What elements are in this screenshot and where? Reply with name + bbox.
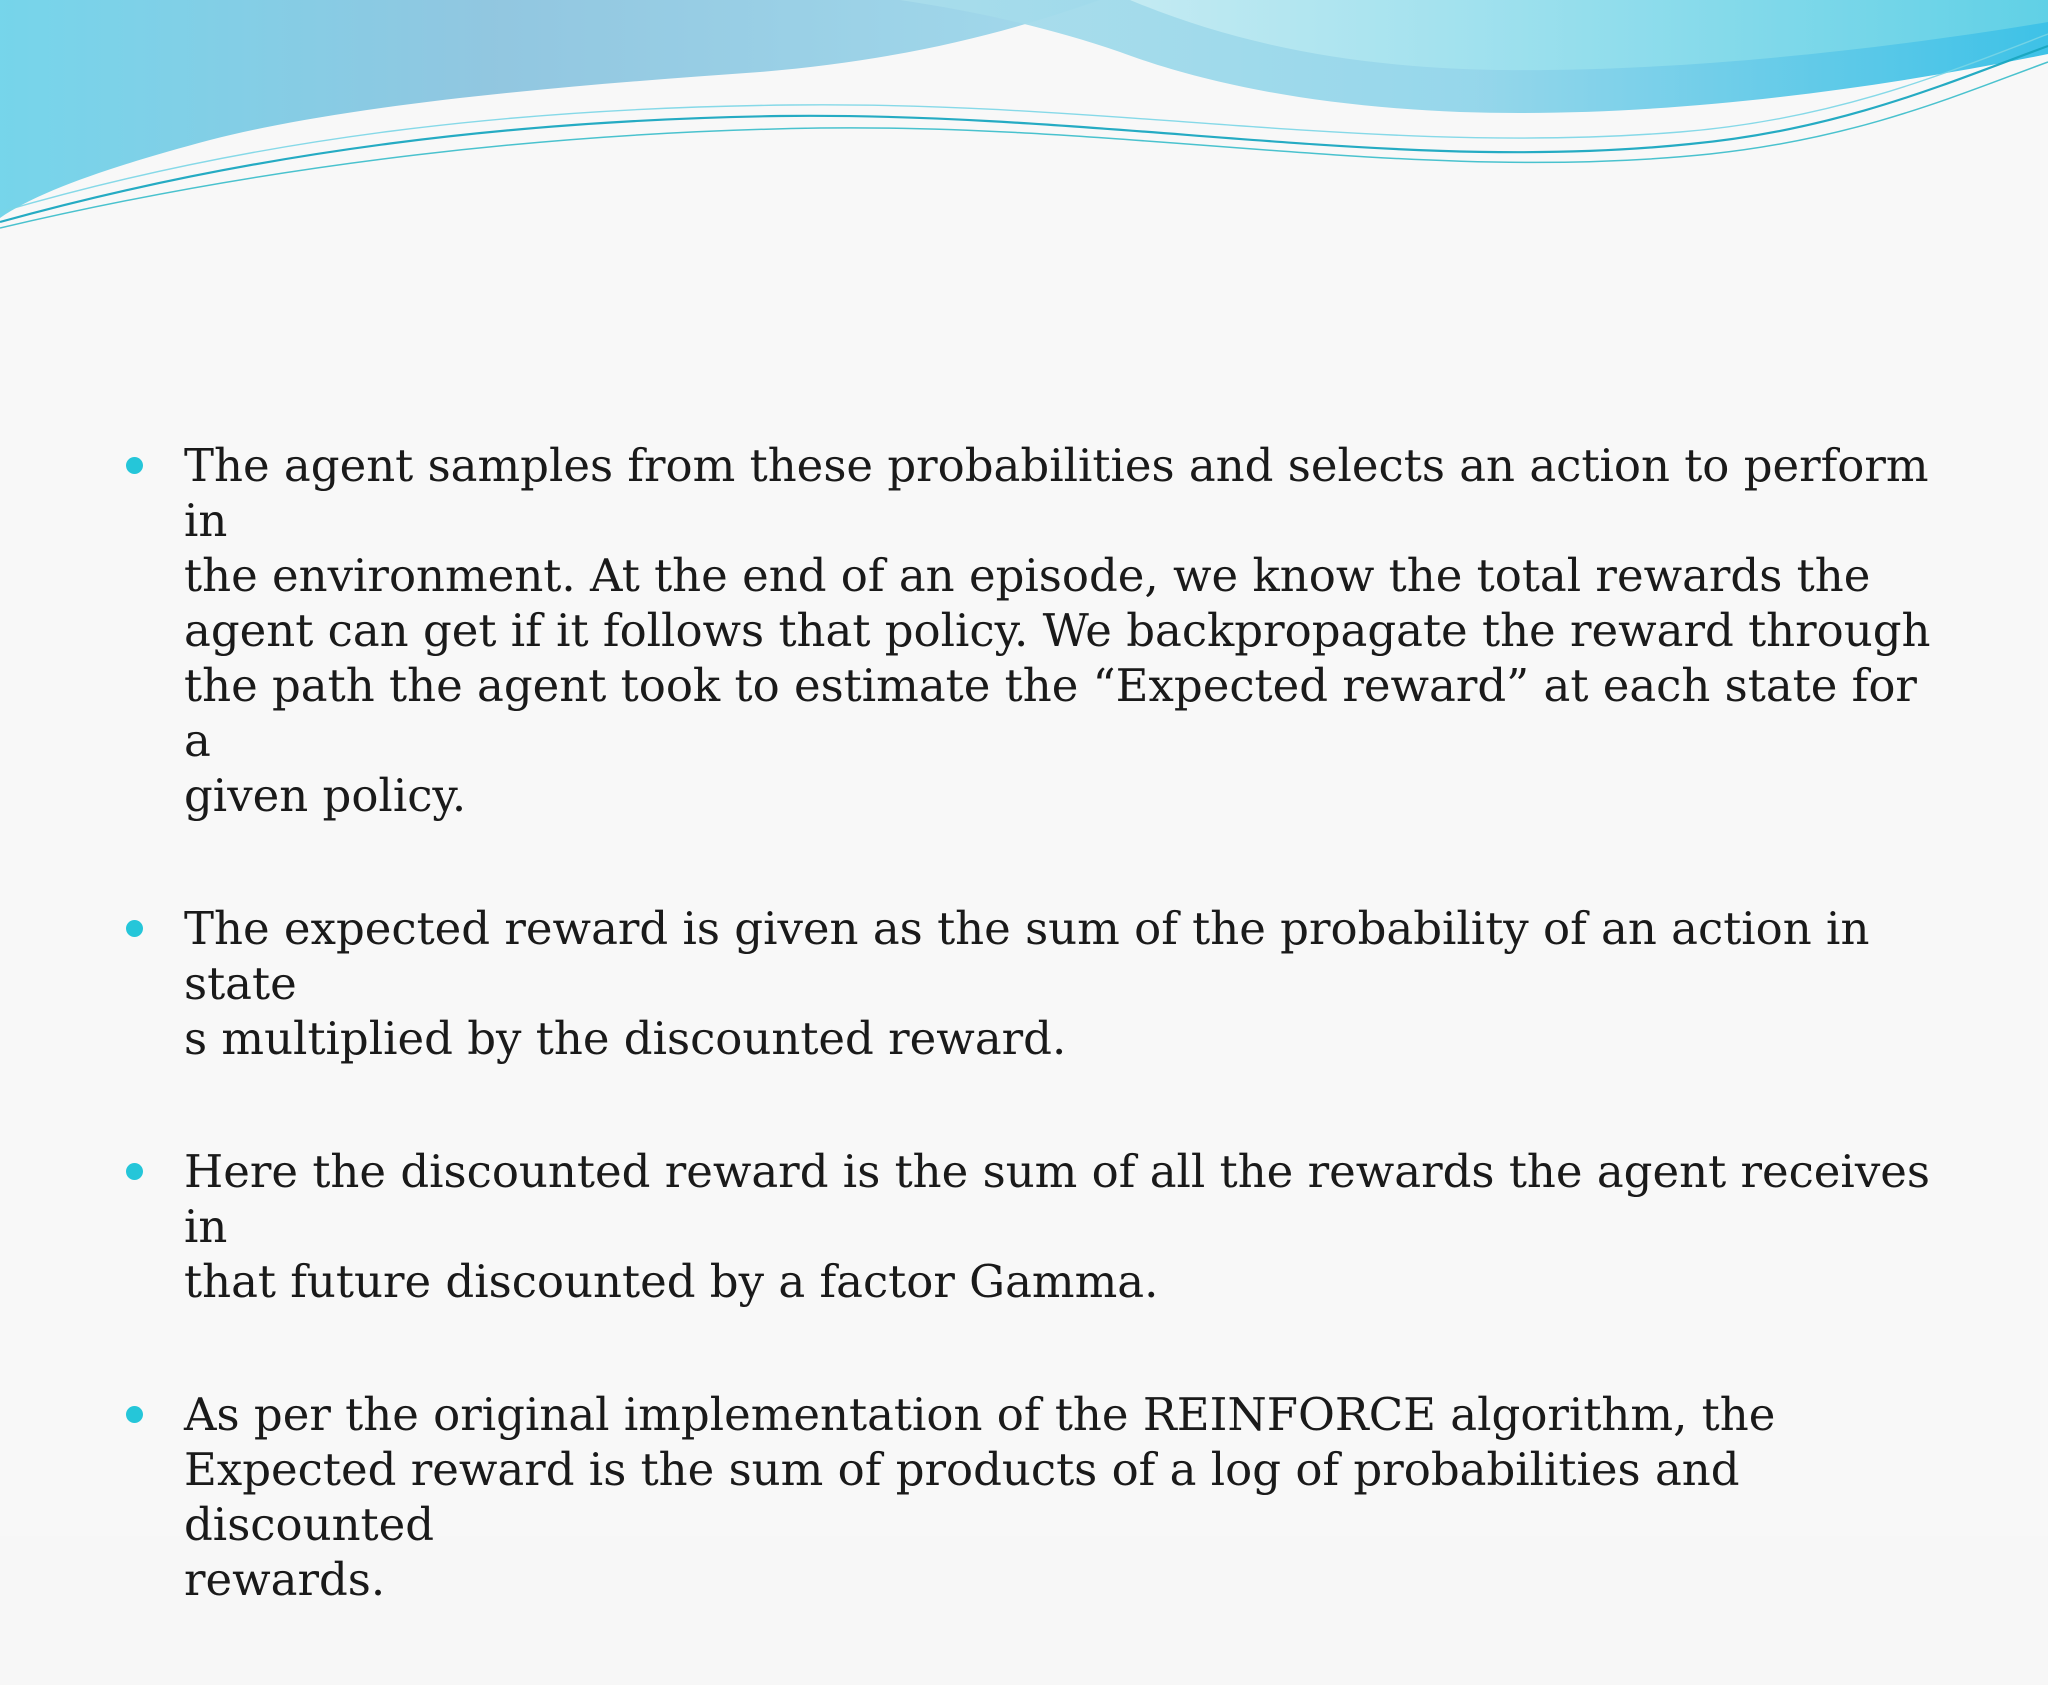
decorative-wave-header	[0, 0, 2048, 240]
bullet-list	[120, 438, 1940, 1607]
bullet-text: The agent samples from these probabilities and selects an action to perform in the environment. At the end of an episode, we know the total rewards the agent can get if it follows that policy. We backpropagate the reward through the path the agent took to estimate the “Expected reward” at each state for a given policy.	[184, 439, 1931, 822]
bullet-dot-icon	[126, 920, 143, 937]
bullet-item	[120, 1387, 1940, 1607]
bullet-text: The expected reward is given as the sum of the probability of an action in state s multiplied by the discounted reward.	[184, 902, 1870, 1065]
bullet-text: As per the original implementation of the REINFORCE algorithm, the Expected reward is the sum of products of a log of probabilities and discounted rewards.	[184, 1388, 1776, 1606]
bullet-text: Here the discounted reward is the sum of all the rewards the agent receives in that future discounted by a factor Gamma.	[184, 1145, 1930, 1308]
bullet-dot-icon	[126, 1406, 143, 1423]
bullet-item	[120, 901, 1940, 1066]
bullet-dot-icon	[126, 1163, 143, 1180]
slide-content	[120, 438, 1940, 1685]
bullet-item	[120, 1144, 1940, 1309]
bullet-item	[120, 438, 1940, 823]
bullet-dot-icon	[126, 457, 143, 474]
